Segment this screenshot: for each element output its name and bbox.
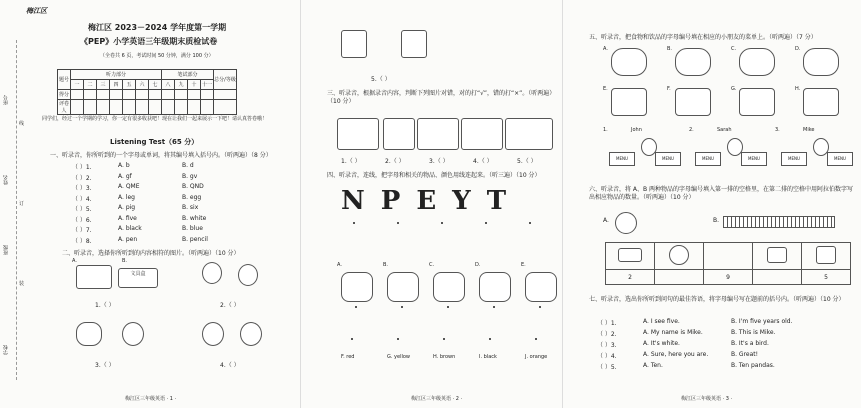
name-label: 姓名 [3, 175, 9, 185]
connect-dot[interactable] [447, 306, 449, 308]
pencil-box-label: 文具盒 [130, 271, 146, 277]
score-cell[interactable] [97, 90, 110, 100]
section-1-instructions: 一、听录音，你所听到的一个字母或单词，将其编号填入括号内。（听两遍）（8 分） [50, 152, 272, 159]
color-label: H. brown [433, 354, 456, 360]
option-a: A. Ten. [643, 362, 663, 369]
grader-cell[interactable] [136, 100, 149, 115]
grader-row: 评卷人 [58, 101, 69, 114]
decorated-letters: NPEYT [341, 186, 523, 216]
connect-dot[interactable] [539, 306, 541, 308]
plate-picture [739, 48, 775, 76]
elephant-picture [341, 272, 373, 302]
grid-cell[interactable] [753, 243, 802, 270]
option-b: B. gv [182, 172, 198, 180]
birthday-picture-b [401, 30, 427, 58]
cut-line-char: 线 [19, 121, 25, 127]
count-cell[interactable] [655, 270, 704, 285]
section-7-instructions: 七、听录音，选出你所听到问句的最佳答语，将字母编号写在题前的括号内。（听两遍）（10 分） [589, 296, 845, 303]
class-label: 班级 [3, 245, 9, 255]
food-letter: F. [667, 86, 671, 92]
animal-letter: A. [337, 262, 342, 268]
bear-picture [387, 272, 419, 302]
ruler-picture [723, 216, 835, 228]
count-cell[interactable] [753, 270, 802, 285]
grader-cell[interactable] [84, 100, 97, 115]
col-header: 四 [110, 80, 123, 90]
score-cell[interactable] [149, 90, 162, 100]
col-header: 五 [123, 80, 136, 90]
food-letter: B. [667, 46, 673, 52]
pencil-box-picture [118, 268, 158, 288]
score-cell[interactable] [123, 90, 136, 100]
grader-cell[interactable] [162, 100, 175, 115]
count-cell[interactable]: 2 [606, 270, 655, 285]
answer-bracket[interactable]: （ ）3. [597, 342, 617, 349]
col-header: 八 [162, 80, 175, 90]
connect-dot[interactable] [535, 338, 537, 340]
food-letter: D. [795, 46, 801, 52]
kid-name: Sarah [717, 127, 732, 133]
grid-cell[interactable] [606, 243, 655, 270]
score-row: 得分 [58, 90, 71, 100]
score-cell[interactable] [110, 90, 123, 100]
judge-picture-5 [505, 118, 553, 150]
food-letter: A. [603, 46, 608, 52]
grader-cell[interactable] [97, 100, 110, 115]
score-cell[interactable] [136, 90, 149, 100]
page-footer: 梅江区三年级英语 · 3 · [681, 396, 733, 402]
col-header: 十 [188, 80, 201, 90]
clock-picture [615, 212, 637, 234]
answer-bracket[interactable]: （ ）5. [597, 364, 617, 371]
connect-dot[interactable] [485, 222, 487, 224]
soup-picture [611, 48, 647, 76]
connect-dot[interactable] [489, 338, 491, 340]
option-b: B. I'm five years old. [731, 318, 793, 325]
grader-cell[interactable] [149, 100, 162, 115]
score-table [57, 69, 237, 115]
answer-bracket[interactable]: （ ）8. [72, 237, 92, 245]
elephant-picture [76, 322, 102, 346]
option-a: A. gf [118, 172, 132, 180]
color-label: I. black [479, 354, 497, 360]
option-b: B. blue [182, 225, 203, 232]
boy-face-picture [202, 262, 222, 284]
eraser-picture [76, 265, 112, 289]
section-4-instructions: 四、听录音，连线，把字母和相关的物品、颜色用线连起来。（听三遍）（10 分） [327, 172, 541, 179]
grid-cell[interactable] [802, 243, 851, 270]
q2-answer-4[interactable]: 4.（ ） [220, 362, 240, 369]
color-label: J. orange [525, 354, 548, 360]
q2-answer-1[interactable]: 1.（ ） [95, 302, 115, 309]
menu-card[interactable]: MENU [655, 152, 681, 166]
kid-number: 2. [689, 127, 694, 133]
col-header: 六 [136, 80, 149, 90]
tiger-picture [479, 272, 511, 302]
listening-group: 听力部分 [71, 70, 162, 80]
animal-letter: D. [475, 262, 481, 268]
encouragement-text: 同学们，经过一个学期的学习，你一定有很多收获吧！现在让我们一起来展示一下吧！请认真答卷哦！ [42, 116, 268, 122]
exam-note: （全卷共 6 页，考试时间 50 分钟，满分 100 分） [100, 53, 214, 59]
option-b: B. Great! [731, 351, 759, 358]
score-cell[interactable] [175, 90, 188, 100]
q2-answer-5[interactable]: 5.（ ） [371, 76, 391, 83]
option-a: A. QME [118, 183, 140, 190]
connect-dot[interactable] [355, 306, 357, 308]
count-cell[interactable]: 9 [704, 270, 753, 285]
count-cell[interactable]: 5 [802, 270, 851, 285]
item-letter-b: B. [713, 217, 720, 224]
monkey-picture [122, 322, 144, 346]
section-3-instructions: 三、听录音，根据录音内容，判断下列图片对错，对的打“√”，错的打“×”。（听两遍）（10 分） [327, 90, 556, 105]
grader-cell[interactable] [110, 100, 123, 115]
option-b: B. d [182, 162, 194, 169]
option-b: B. pencil [182, 235, 208, 243]
bird-picture [767, 247, 787, 263]
answer-bracket[interactable]: （ ）4. [597, 353, 617, 360]
q2-answer-2[interactable]: 2.（ ） [220, 302, 240, 309]
menu-card[interactable]: MENU [827, 152, 853, 166]
connect-dot[interactable] [529, 222, 531, 224]
connect-dot[interactable] [397, 222, 399, 224]
score-cell[interactable] [71, 90, 84, 100]
judge-picture-3 [417, 118, 459, 150]
book-picture [618, 248, 642, 262]
option-a: A. I see five. [643, 318, 680, 325]
color-label: G. yellow [387, 354, 411, 360]
exam-page-1 [0, 0, 300, 408]
birthday-picture-a [341, 30, 367, 58]
grid-cell[interactable] [704, 243, 753, 270]
exam-page-3 [562, 0, 861, 408]
kid-name: Mike [803, 127, 815, 133]
listening-title: Listening Test（65 分） [110, 138, 199, 146]
q2-answer-3[interactable]: 3.（ ） [95, 362, 115, 369]
option-b: B. six [182, 204, 199, 211]
option-b: B. It's a bird. [731, 340, 769, 347]
page-footer: 梅江区三年级英语 · 2 · [411, 396, 463, 402]
col-header: 十一 [201, 80, 214, 90]
judge-picture-2 [383, 118, 415, 150]
boy-glasses-picture [240, 322, 262, 346]
color-label: F. red [341, 354, 355, 360]
exam-title-line1: 梅江区 2023－2024 学年度第一学期 [88, 23, 227, 32]
option-b: B. This is Mike. [731, 329, 776, 336]
animal-letter: C. [429, 262, 435, 268]
kid-name: John [631, 127, 642, 133]
option-b: B. egg [182, 193, 202, 201]
section-5-instructions: 五、听录音，把食物和饮品的字母编号填在相应的小朋友的菜单上。（听两遍）（7 分） [589, 34, 817, 41]
section-2-instructions: 二、听录音，选择你所听到的内容相符的图片。（听两遍）（10 分） [62, 250, 240, 257]
grader-cell[interactable] [71, 100, 84, 115]
answer-bracket[interactable]: （ ）2. [72, 174, 92, 182]
kid-number: 1. [603, 127, 608, 133]
pic-letter: B. [122, 258, 128, 264]
score-cell[interactable] [201, 90, 214, 100]
option-a: A. pen [118, 235, 138, 243]
option-a: A. My name is Mike. [643, 329, 703, 336]
noodles-picture [675, 48, 711, 76]
option-a: A. black [118, 225, 142, 232]
grader-cell[interactable] [123, 100, 136, 115]
grader-cell[interactable] [214, 100, 237, 115]
kid-number: 3. [775, 127, 780, 133]
girl-face-picture [238, 264, 258, 286]
col-header: 一 [71, 80, 84, 90]
grader-cell[interactable] [201, 100, 214, 115]
score-cell[interactable] [162, 90, 175, 100]
answer-bracket[interactable]: （ ）2. [597, 331, 617, 338]
col-header: 三 [97, 80, 110, 90]
milk-picture [803, 48, 839, 76]
animal-letter: B. [383, 262, 389, 268]
connect-dot[interactable] [441, 222, 443, 224]
answer-bracket[interactable]: （ ）3. [72, 185, 92, 192]
cut-line-char: 装 [19, 281, 25, 287]
binding-line [16, 40, 17, 380]
judge-answer[interactable]: 1.（ ） [341, 158, 361, 165]
pig-picture [525, 272, 557, 302]
total-column: 总分/等级 [214, 70, 237, 90]
menu-card[interactable]: MENU [741, 152, 767, 166]
option-a: A. Sure, here you are. [643, 351, 709, 358]
option-b: B. QND [182, 183, 204, 190]
judge-answer[interactable]: 2.（ ） [385, 158, 405, 165]
menu-card[interactable]: MENU [781, 152, 807, 166]
score-cell[interactable] [214, 90, 237, 100]
section-6-instructions: 六、听录音，将 A、B 两种物品的字母编号填入第一排的空格里，在第二排的空格中用阿拉伯数字写出相应物品的数量。（听两遍）（10 分） [589, 186, 854, 201]
food-letter: E. [603, 86, 608, 92]
answer-bracket[interactable]: （ ）6. [72, 216, 92, 224]
food-letter: G. [731, 86, 737, 92]
option-a: A. b [118, 162, 130, 169]
col-header: 七 [149, 80, 162, 90]
seat-label: 座号 [3, 95, 9, 105]
bread-picture [803, 88, 839, 116]
count-grid [605, 242, 851, 285]
judge-picture-1 [337, 118, 379, 150]
option-b: B. white [182, 214, 207, 222]
judge-picture-4 [461, 118, 503, 150]
menu-card[interactable]: MENU [695, 152, 721, 166]
handwritten-logo: 梅江区 [26, 7, 47, 15]
answer-bracket[interactable]: （ ）5. [72, 206, 92, 213]
item-letter-a: A. [603, 217, 609, 224]
score-cell[interactable] [188, 90, 201, 100]
grid-cell[interactable] [655, 243, 704, 270]
grader-cell[interactable] [188, 100, 201, 115]
menu-card[interactable]: MENU [609, 152, 635, 166]
eggs-picture-2 [739, 88, 775, 116]
food-letter: C. [731, 46, 737, 52]
answer-bracket[interactable]: （ ）1. [72, 164, 92, 171]
col-header: 九 [175, 80, 188, 90]
writing-group: 笔试部分 [162, 70, 214, 80]
girl-picture [202, 322, 224, 346]
connect-dot[interactable] [353, 222, 355, 224]
option-a: A. leg [118, 193, 135, 201]
option-b: B. Ten pandas. [731, 362, 775, 369]
exam-title-line2: 《PEP》小学英语三年级期末质检试卷 [80, 37, 218, 46]
connect-dot[interactable] [493, 306, 495, 308]
option-a: A. It's white. [643, 340, 680, 347]
animal-letter: E. [521, 262, 526, 268]
score-row-label: 题号 [58, 70, 71, 90]
judge-answer[interactable]: 3.（ ） [429, 158, 449, 165]
answer-bracket[interactable]: （ ）7. [72, 227, 92, 234]
option-a: A. pig [118, 204, 136, 211]
judge-answer[interactable]: 4.（ ） [473, 158, 493, 165]
bear-picture [816, 246, 836, 264]
judge-answer[interactable]: 5.（ ） [517, 158, 537, 165]
connect-dot[interactable] [351, 338, 353, 340]
page-footer: 梅江区三年级英语 · 1 · [125, 396, 177, 402]
juice-picture [611, 88, 647, 116]
connect-dot[interactable] [401, 306, 403, 308]
answer-bracket[interactable]: （ ）4. [72, 195, 92, 203]
answer-bracket[interactable]: （ ）1. [597, 320, 617, 327]
connect-dot[interactable] [397, 338, 399, 340]
exam-page-2 [300, 0, 563, 408]
robot-picture [433, 272, 465, 302]
school-label: 学校 [3, 345, 9, 355]
ball-picture [669, 245, 689, 265]
cut-line-char: 订 [19, 201, 25, 207]
pic-letter: A. [72, 258, 77, 264]
grader-cell[interactable] [175, 100, 188, 115]
eggs-picture [675, 88, 711, 116]
connect-dot[interactable] [443, 338, 445, 340]
score-cell[interactable] [84, 90, 97, 100]
food-letter: H. [795, 86, 801, 92]
option-a: A. five [118, 214, 137, 222]
col-header: 二 [84, 80, 97, 90]
